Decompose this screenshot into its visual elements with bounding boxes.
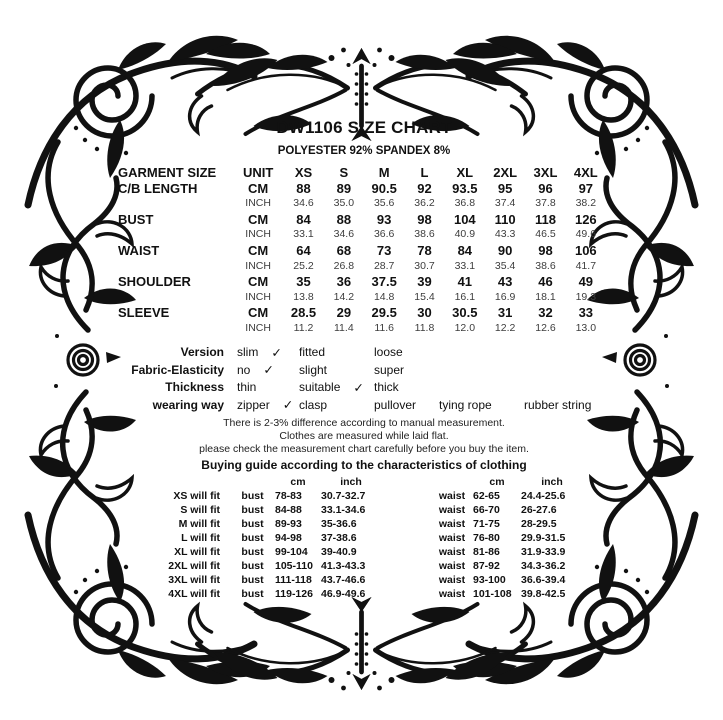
guide-size-label: S will fit bbox=[180, 503, 220, 516]
measurement-label-spacer bbox=[118, 259, 233, 275]
size-column-header: M bbox=[378, 165, 390, 180]
attribute-option-text: fitted bbox=[299, 345, 326, 360]
cm-value: 126 bbox=[574, 211, 597, 227]
guide-waist-label: waist bbox=[438, 573, 466, 586]
guide-waist-cm: 87-92 bbox=[473, 559, 500, 572]
measurement-label-spacer bbox=[118, 321, 233, 337]
cm-value: 93.5 bbox=[452, 180, 478, 196]
unit-cell-inch: INCH bbox=[245, 228, 271, 241]
inch-value: 28.7 bbox=[373, 259, 395, 272]
guide-bust-label: bust bbox=[241, 531, 264, 544]
attribute-option bbox=[299, 345, 374, 359]
cm-value: 88 bbox=[336, 211, 352, 227]
cm-value: 29 bbox=[336, 305, 352, 321]
check-mark-icon: ✓ bbox=[271, 345, 282, 360]
unit-cell-cm: CM bbox=[248, 180, 269, 196]
cm-value: 68 bbox=[336, 242, 352, 258]
side-vine-left bbox=[29, 120, 132, 602]
attribute-label: Fabric-Elasticity bbox=[131, 362, 224, 377]
attribute-label: Thickness bbox=[165, 380, 224, 395]
cm-value: 110 bbox=[494, 211, 516, 227]
page-title: DW1106 SIZE CHART bbox=[276, 118, 452, 137]
attribute-option bbox=[524, 398, 654, 412]
measurement-label: C/B LENGTH bbox=[118, 180, 198, 196]
guide-header-spacer bbox=[431, 475, 473, 489]
guide-bust-cm: 84-88 bbox=[275, 503, 302, 516]
garment-attributes bbox=[118, 344, 610, 414]
inch-value: 11.4 bbox=[334, 321, 354, 334]
measurement-row-cm bbox=[118, 305, 606, 321]
guide-row bbox=[118, 489, 583, 503]
guide-waist-inch: 29.9-31.5 bbox=[521, 531, 566, 544]
measurement-row-inch bbox=[118, 227, 606, 243]
inch-value: 46.5 bbox=[535, 228, 556, 241]
guide-size-label: 3XL will fit bbox=[168, 573, 220, 586]
measurement-label-spacer bbox=[118, 196, 233, 212]
measurement-row-cm bbox=[118, 181, 606, 197]
inch-value: 40.9 bbox=[454, 228, 476, 241]
cm-value: 41 bbox=[457, 274, 473, 290]
guide-size-label: L will fit bbox=[181, 531, 220, 544]
guide-row bbox=[118, 545, 583, 559]
unit-cell-cm: CM bbox=[248, 274, 269, 290]
attribute-option bbox=[299, 363, 374, 377]
measurement-label: SLEEVE bbox=[118, 305, 170, 321]
guide-bust-label: bust bbox=[241, 559, 264, 572]
attribute-option-text: tying rope bbox=[439, 397, 492, 412]
guide-gap bbox=[381, 573, 431, 587]
guide-row bbox=[118, 573, 583, 587]
cm-value: 36 bbox=[336, 274, 352, 290]
cm-value: 33 bbox=[578, 305, 594, 321]
attribute-option-text: slight bbox=[299, 362, 328, 377]
cm-value: 64 bbox=[296, 242, 311, 258]
buying-guide-table bbox=[118, 475, 583, 601]
note-line: Clothes are measured while laid flat. bbox=[279, 429, 449, 442]
cm-value: 89 bbox=[336, 180, 352, 196]
attribute-row bbox=[118, 344, 610, 362]
inch-value: 14.2 bbox=[333, 290, 355, 303]
inch-value: 35.0 bbox=[333, 197, 355, 210]
guide-waist-cm: 62-65 bbox=[473, 489, 500, 502]
attribute-option-text: pullover bbox=[374, 397, 417, 412]
inch-value: 26.8 bbox=[333, 259, 355, 272]
cm-value: 88 bbox=[296, 180, 311, 196]
guide-row bbox=[118, 531, 583, 545]
size-column-header: S bbox=[339, 165, 349, 180]
guide-waist-cm: 93-100 bbox=[473, 573, 506, 586]
inch-value: 19.3 bbox=[575, 290, 597, 303]
size-chart-content bbox=[118, 118, 610, 601]
cm-value: 49 bbox=[578, 274, 594, 290]
guide-bust-inch: 43.7-46.6 bbox=[321, 573, 366, 586]
cm-value: 46 bbox=[538, 274, 553, 290]
unit-cell-inch: INCH bbox=[245, 321, 271, 334]
note-line: please check the measurement chart carefully before you buy the item. bbox=[199, 442, 529, 455]
attribute-option bbox=[237, 345, 299, 360]
measurement-label: BUST bbox=[118, 211, 154, 227]
size-table-header-row bbox=[118, 165, 606, 181]
guide-bust-cm: 78-83 bbox=[275, 489, 302, 502]
guide-header-spacer bbox=[118, 475, 230, 489]
guide-bust-inch: 41.3-43.3 bbox=[321, 559, 366, 572]
inch-value: 36.8 bbox=[454, 197, 476, 210]
inch-value: 33.1 bbox=[454, 259, 476, 272]
cm-value: 98 bbox=[417, 211, 432, 227]
guide-bust-inch: 39-40.9 bbox=[321, 545, 357, 558]
inch-value: 16.1 bbox=[454, 290, 476, 303]
inch-value: 36.6 bbox=[373, 228, 395, 241]
attribute-option-text: slim bbox=[237, 345, 259, 360]
inch-value: 43.3 bbox=[494, 228, 516, 241]
attribute-option-text: loose bbox=[374, 345, 403, 360]
inch-value: 25.2 bbox=[293, 259, 314, 272]
guide-header-cm: cm bbox=[290, 475, 306, 488]
guide-waist-inch: 39.8-42.5 bbox=[521, 587, 566, 600]
guide-row bbox=[118, 559, 583, 573]
inch-value: 34.6 bbox=[333, 228, 355, 241]
cm-value: 30.5 bbox=[452, 305, 478, 321]
guide-waist-cm: 71-75 bbox=[473, 517, 500, 530]
size-column-header: L bbox=[420, 165, 429, 180]
guide-bust-cm: 89-93 bbox=[275, 517, 302, 530]
attribute-option bbox=[299, 380, 374, 395]
inch-value: 11.6 bbox=[374, 321, 394, 334]
unit-cell-inch: INCH bbox=[245, 197, 271, 210]
attribute-option-text: rubber string bbox=[524, 397, 592, 412]
attribute-option bbox=[299, 398, 374, 412]
guide-bust-cm: 99-104 bbox=[275, 545, 308, 558]
cm-value: 106 bbox=[574, 242, 597, 258]
size-column-header: GARMENT SIZE bbox=[118, 165, 217, 180]
guide-waist-label: waist bbox=[438, 503, 466, 516]
guide-bust-cm: 119-126 bbox=[275, 587, 313, 600]
guide-waist-label: waist bbox=[438, 531, 466, 544]
guide-gap bbox=[381, 545, 431, 559]
guide-waist-label: waist bbox=[438, 517, 466, 530]
guide-bust-inch: 35-36.6 bbox=[321, 517, 357, 530]
measurement-row-cm bbox=[118, 243, 606, 259]
measurement-label: WAIST bbox=[118, 242, 160, 258]
measurement-row-inch bbox=[118, 290, 606, 306]
cm-value: 37.5 bbox=[371, 274, 397, 290]
attribute-option-text: no bbox=[237, 362, 251, 377]
guide-bust-label: bust bbox=[241, 489, 264, 502]
guide-row bbox=[118, 503, 583, 517]
check-mark-icon: ✓ bbox=[263, 363, 274, 378]
attribute-option bbox=[237, 380, 299, 394]
inch-value: 37.8 bbox=[535, 197, 556, 210]
inch-value: 16.9 bbox=[494, 290, 516, 303]
guide-row bbox=[118, 587, 583, 601]
cm-value: 32 bbox=[538, 305, 553, 321]
attribute-option-text: super bbox=[374, 362, 405, 377]
guide-waist-cm: 76-80 bbox=[473, 531, 500, 544]
guide-size-label: M will fit bbox=[178, 517, 220, 530]
cm-value: 78 bbox=[417, 242, 432, 258]
guide-bust-label: bust bbox=[241, 503, 264, 516]
unit-cell-cm: CM bbox=[248, 211, 269, 227]
guide-waist-cm: 101-108 bbox=[473, 587, 512, 600]
attribute-option bbox=[374, 363, 439, 377]
attribute-row bbox=[118, 396, 610, 414]
guide-size-label: XS will fit bbox=[173, 489, 220, 502]
guide-bust-label: bust bbox=[241, 573, 264, 586]
attribute-option-text: thin bbox=[237, 380, 257, 395]
inch-value: 13.8 bbox=[293, 290, 314, 303]
measurement-notes bbox=[118, 417, 610, 456]
inch-value: 12.2 bbox=[494, 321, 516, 334]
cm-value: 31 bbox=[497, 305, 513, 321]
guide-gap bbox=[381, 503, 431, 517]
guide-header-inch: inch bbox=[541, 475, 563, 488]
inch-value: 35.6 bbox=[373, 197, 395, 210]
guide-waist-inch: 26-27.6 bbox=[521, 503, 557, 516]
guide-gap bbox=[381, 587, 431, 601]
measurement-label: SHOULDER bbox=[118, 274, 191, 290]
guide-waist-cm: 66-70 bbox=[473, 503, 500, 516]
attribute-option bbox=[237, 397, 299, 412]
inch-value: 18.1 bbox=[535, 290, 556, 303]
guide-gap bbox=[381, 531, 431, 545]
guide-bust-cm: 94-98 bbox=[275, 531, 302, 544]
inch-value: 12.6 bbox=[535, 321, 556, 334]
attribute-label: wearing way bbox=[152, 397, 224, 412]
cm-value: 84 bbox=[457, 242, 473, 258]
guide-waist-label: waist bbox=[438, 545, 466, 558]
guide-bust-inch: 37-38.6 bbox=[321, 531, 357, 544]
attribute-option bbox=[237, 362, 299, 377]
guide-row bbox=[118, 517, 583, 531]
unit-cell-cm: CM bbox=[248, 242, 269, 258]
inch-value: 38.6 bbox=[535, 259, 556, 272]
inch-value: 49.6 bbox=[575, 228, 597, 241]
attribute-option-text: clasp bbox=[299, 397, 328, 412]
cm-value: 93 bbox=[376, 211, 392, 227]
attribute-option bbox=[439, 398, 524, 412]
inch-value: 11.2 bbox=[293, 321, 314, 334]
fabric-composition: POLYESTER 92% SPANDEX 8% bbox=[277, 145, 451, 157]
guide-bust-label: bust bbox=[241, 587, 264, 600]
inch-value: 41.7 bbox=[575, 259, 597, 272]
measurement-label-spacer bbox=[118, 290, 233, 306]
attribute-option-text: thick bbox=[374, 380, 399, 395]
guide-header-row bbox=[118, 475, 583, 489]
guide-waist-inch: 28-29.5 bbox=[521, 517, 557, 530]
guide-waist-inch: 36.6-39.4 bbox=[521, 573, 566, 586]
check-mark-icon: ✓ bbox=[282, 398, 294, 413]
guide-bust-cm: 111-118 bbox=[275, 573, 312, 586]
measurement-row-inch bbox=[118, 259, 606, 275]
inch-value: 33.1 bbox=[293, 228, 314, 241]
attribute-label: Version bbox=[180, 345, 224, 360]
cm-value: 30 bbox=[417, 305, 432, 321]
cm-value: 118 bbox=[534, 211, 556, 227]
guide-waist-inch: 31.9-33.9 bbox=[521, 545, 566, 558]
attribute-option-text: suitable bbox=[299, 380, 341, 395]
guide-size-label: XL will fit bbox=[174, 545, 220, 558]
cm-value: 96 bbox=[538, 180, 553, 196]
measurement-label-spacer bbox=[118, 227, 233, 243]
cm-value: 28.5 bbox=[290, 305, 317, 321]
guide-waist-label: waist bbox=[438, 587, 466, 600]
attribute-option bbox=[374, 345, 439, 359]
guide-gap bbox=[381, 517, 431, 531]
guide-bust-inch: 46.9-49.6 bbox=[321, 587, 366, 600]
note-line: There is 2-3% difference according to manual measurement. bbox=[223, 416, 505, 429]
cm-value: 95 bbox=[497, 180, 513, 196]
guide-bust-inch: 33.1-34.6 bbox=[321, 503, 366, 516]
attribute-option bbox=[374, 398, 439, 412]
inch-value: 38.2 bbox=[575, 197, 597, 210]
cm-value: 98 bbox=[538, 242, 553, 258]
inch-value: 14.8 bbox=[373, 290, 395, 303]
guide-bust-label: bust bbox=[241, 545, 264, 558]
inch-value: 11.8 bbox=[414, 321, 435, 334]
size-column-header: XS bbox=[294, 165, 313, 180]
cm-value: 104 bbox=[453, 211, 476, 227]
unit-cell-inch: INCH bbox=[245, 290, 271, 303]
cm-value: 35 bbox=[296, 274, 311, 290]
measurement-row-inch bbox=[118, 321, 606, 337]
size-table bbox=[118, 165, 606, 337]
cm-value: 90 bbox=[497, 242, 513, 258]
size-column-header: 4XL bbox=[573, 165, 598, 180]
cm-value: 73 bbox=[376, 242, 392, 258]
guide-header-spacer bbox=[230, 475, 275, 489]
inch-value: 35.4 bbox=[494, 259, 516, 272]
attribute-option bbox=[374, 380, 439, 394]
attribute-option-text: zipper bbox=[237, 397, 270, 412]
size-column-header: 2XL bbox=[493, 165, 518, 180]
guide-gap bbox=[381, 489, 431, 503]
inch-value: 37.4 bbox=[494, 197, 516, 210]
inch-value: 15.4 bbox=[414, 290, 435, 303]
guide-waist-label: waist bbox=[438, 489, 466, 502]
cm-value: 43 bbox=[497, 274, 513, 290]
cm-value: 90.5 bbox=[371, 180, 397, 196]
cm-value: 29.5 bbox=[371, 305, 397, 321]
guide-size-label: 2XL will fit bbox=[168, 559, 220, 572]
attribute-row bbox=[118, 361, 610, 379]
check-mark-icon: ✓ bbox=[353, 380, 364, 395]
guide-header-inch: inch bbox=[340, 475, 362, 488]
attribute-row bbox=[118, 379, 610, 397]
unit-cell-inch: INCH bbox=[245, 259, 271, 272]
guide-bust-label: bust bbox=[241, 517, 264, 530]
cm-value: 97 bbox=[578, 180, 594, 196]
guide-waist-inch: 24.4-25.6 bbox=[521, 489, 566, 502]
inch-value: 38.6 bbox=[414, 228, 435, 241]
buying-guide-title: Buying guide according to the characteristics of clothing bbox=[201, 457, 527, 472]
inch-value: 30.7 bbox=[414, 259, 435, 272]
guide-bust-cm: 105-110 bbox=[275, 559, 313, 572]
inch-value: 34.6 bbox=[293, 197, 314, 210]
measurement-row-cm bbox=[118, 274, 606, 290]
size-column-header: UNIT bbox=[242, 165, 274, 180]
guide-gap bbox=[381, 559, 431, 573]
measurement-row-cm bbox=[118, 212, 606, 228]
size-column-header: XL bbox=[456, 165, 474, 180]
guide-header-cm: cm bbox=[489, 475, 505, 488]
guide-header-spacer bbox=[381, 475, 431, 489]
measurement-row-inch bbox=[118, 196, 606, 212]
unit-cell-cm: CM bbox=[248, 305, 269, 321]
size-column-header: 3XL bbox=[533, 165, 558, 180]
guide-size-label: 4XL will fit bbox=[168, 587, 220, 600]
guide-waist-inch: 34.3-36.2 bbox=[521, 559, 566, 572]
guide-bust-inch: 30.7-32.7 bbox=[321, 489, 366, 502]
inch-value: 12.0 bbox=[454, 321, 476, 334]
cm-value: 39 bbox=[417, 274, 432, 290]
guide-waist-cm: 81-86 bbox=[473, 545, 500, 558]
guide-waist-label: waist bbox=[438, 559, 466, 572]
cm-value: 92 bbox=[417, 180, 432, 196]
cm-value: 84 bbox=[296, 211, 311, 227]
inch-value: 36.2 bbox=[414, 197, 435, 210]
inch-value: 13.0 bbox=[575, 321, 597, 334]
